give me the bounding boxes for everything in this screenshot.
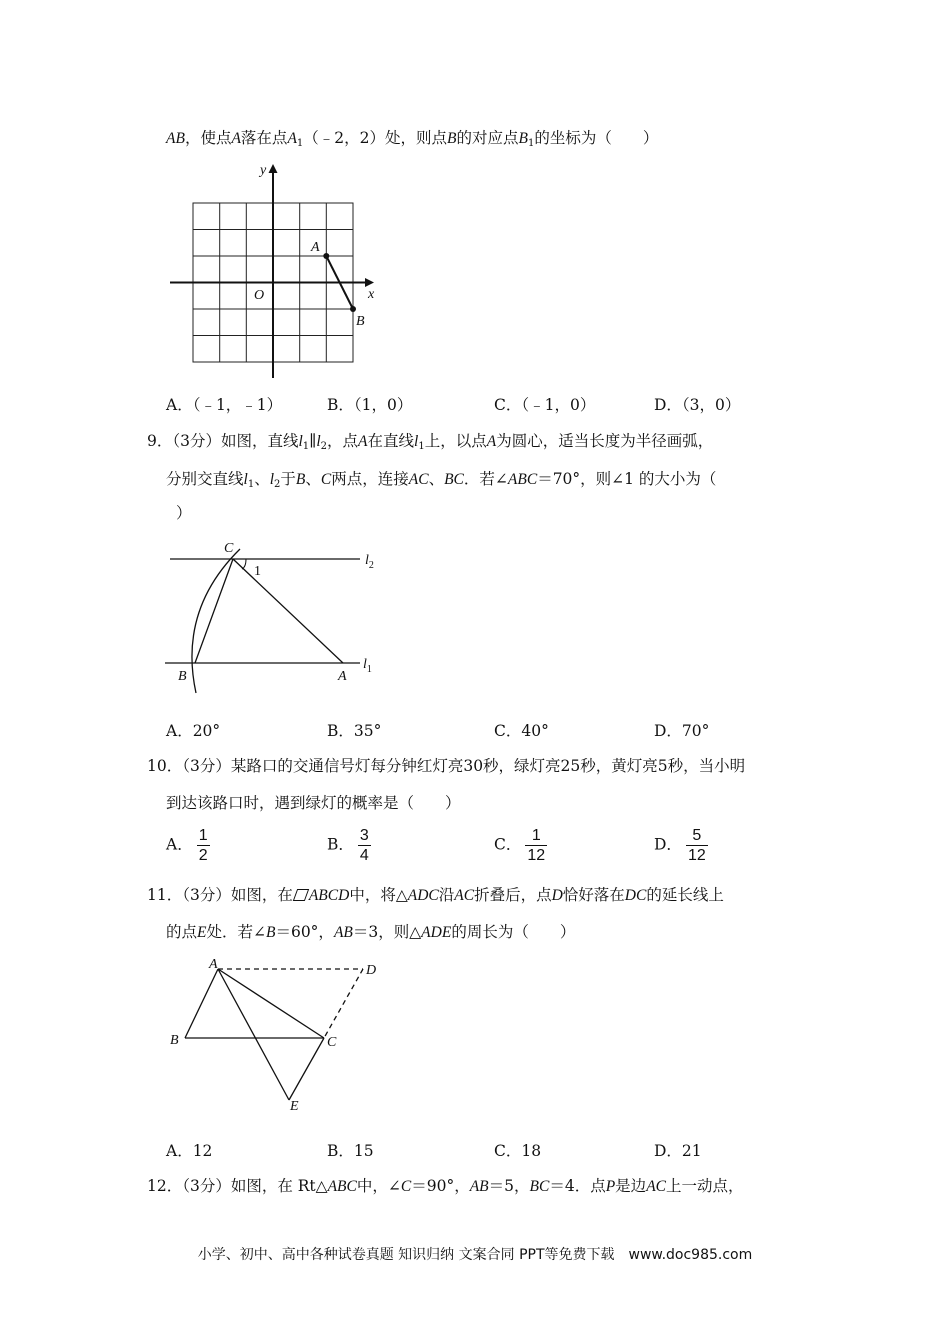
q11-text: 处．若∠	[206, 923, 266, 941]
q11-figure	[160, 955, 400, 1115]
y-axis-arrow-icon	[269, 164, 278, 173]
q9-text: 为圆心，适当长度为半径画弧，	[496, 432, 714, 450]
segment-ac	[233, 559, 343, 663]
q9-a: A	[486, 433, 497, 450]
q11-b: B	[265, 924, 276, 941]
numerator: 5	[686, 826, 708, 846]
option-label: C．	[494, 835, 522, 854]
q11-adc: ADC	[407, 887, 439, 904]
q8-a1: A	[287, 130, 297, 147]
q12-ab: AB	[469, 1178, 489, 1195]
segment-bc	[195, 559, 233, 663]
q8-option-b: B．（1，0）	[327, 396, 413, 414]
q8-text: 的对应点	[456, 129, 519, 147]
q9-option-a: A．20°	[166, 722, 221, 740]
q12-text: ＝4．点	[549, 1177, 606, 1195]
segment-dc	[324, 969, 363, 1038]
q12-ac: AC	[646, 1178, 666, 1195]
q12-text: ＝5，	[488, 1177, 530, 1195]
q9-parallel: ∥	[309, 432, 317, 450]
option-label: A．	[166, 835, 193, 854]
q9-stem-line-3: ）	[176, 504, 192, 522]
q9-l1: l	[298, 433, 303, 450]
label-b: B	[178, 669, 187, 684]
q9-text: 上，以点	[424, 432, 487, 450]
q9-text: ．若∠	[463, 470, 508, 488]
q8-b1: B	[518, 130, 528, 147]
q12-p: P	[605, 1178, 616, 1195]
q11-text: ＝3，则△	[352, 923, 422, 941]
label-d: D	[366, 963, 377, 978]
q8-text: 的坐标为（ ）	[534, 129, 659, 147]
segment-ce	[289, 1038, 324, 1100]
q10-option-b	[327, 826, 371, 865]
q9-sub: 1	[247, 479, 255, 490]
numerator: 1	[525, 826, 547, 846]
q11-text: 折叠后，点	[474, 886, 552, 904]
q9-text: ＝70°，则∠1 的大小为（	[537, 470, 717, 488]
q9-a: A	[358, 433, 368, 450]
q9-text: 在直线	[367, 432, 415, 450]
label-y: y	[260, 163, 267, 178]
option-label: D．	[654, 835, 682, 854]
label-c: C	[224, 541, 234, 556]
q9-ac: AC	[408, 471, 429, 488]
q11-stem-line-1	[147, 885, 724, 906]
label-a: A	[311, 240, 320, 255]
segment-ac	[218, 969, 324, 1038]
q11-stem-line-2	[166, 922, 575, 943]
q9-bc: BC	[444, 471, 464, 488]
fraction	[197, 826, 210, 865]
q9-l2: l	[269, 471, 275, 488]
q8-a: A	[231, 130, 241, 147]
q8-option-c: C．（﹣1，0）	[494, 396, 596, 414]
q9-c: C	[320, 471, 332, 488]
segment-ab	[185, 969, 218, 1038]
q11-option-c: C．18	[494, 1142, 542, 1160]
q8-stem-line	[166, 128, 658, 154]
arc	[192, 549, 240, 693]
q11-ade: ADE	[421, 924, 452, 941]
q11-ab: AB	[333, 924, 353, 941]
q12-c: C	[400, 1178, 412, 1195]
q11-abcd: ABCD	[308, 887, 350, 904]
label-e: E	[290, 1099, 299, 1114]
q12-bc: BC	[529, 1178, 550, 1195]
q8-option-d: D．（3，0）	[654, 396, 741, 414]
label-a: A	[338, 669, 347, 684]
fraction	[358, 826, 371, 865]
q9-b: B	[295, 471, 306, 488]
numerator: 3	[359, 827, 369, 844]
q11-option-b: B．15	[327, 1142, 374, 1160]
label-l2	[365, 553, 374, 571]
q8-b1-sub: 1	[527, 138, 535, 149]
q8-a1-sub: 1	[296, 138, 304, 149]
fraction	[525, 826, 547, 865]
q8-grid-figure	[160, 158, 380, 378]
q9-text: 分别交直线	[166, 470, 244, 488]
q9-l2: l	[316, 433, 321, 450]
q9-option-c: C．40°	[494, 722, 549, 740]
q9-text: ，点	[327, 432, 359, 450]
denominator: 2	[198, 847, 208, 864]
q9-sub: 2	[274, 479, 281, 490]
q12-text: 中，∠	[356, 1177, 401, 1195]
label-b: B	[170, 1033, 179, 1048]
q11-text: 恰好落在	[562, 886, 625, 904]
label-l2-text: l	[365, 553, 369, 568]
q11-option-a: A．12	[166, 1142, 213, 1160]
q9-text: 、	[305, 470, 321, 488]
q9-text: 、	[428, 470, 445, 488]
q11-text: ＝60°，	[275, 923, 334, 941]
q12-abc: ABC	[327, 1178, 357, 1195]
q12-stem-line-1	[147, 1176, 744, 1197]
q11-text: 沿	[438, 886, 455, 904]
q10-stem-line-2: 到达该路口时，遇到绿灯的概率是（ ）	[166, 794, 461, 812]
denominator: 12	[527, 847, 546, 864]
q11-text: 的点	[166, 923, 198, 941]
q9-l1: l	[243, 471, 248, 488]
q11-text: 11．（3分）如图，在	[147, 886, 293, 904]
q9-sub: 1	[418, 441, 425, 452]
q10-option-d	[654, 826, 708, 865]
q11-text: 的延长线上	[646, 886, 724, 904]
q9-option-d: D．70°	[654, 722, 710, 740]
q12-text: 12．（3分）如图，在 Rt△	[147, 1177, 328, 1195]
q11-text: 的周长为（ ）	[451, 923, 576, 941]
numerator: 1	[198, 827, 208, 844]
q9-text: 两点，连接	[331, 470, 409, 488]
q9-figure	[160, 535, 390, 695]
x-axis-arrow-icon	[365, 278, 374, 287]
q11-d: D	[551, 887, 563, 904]
q9-text: 、	[254, 470, 270, 488]
label-l1-sub: 1	[366, 664, 372, 675]
label-l2-sub: 2	[368, 560, 374, 571]
option-label: B．	[327, 835, 354, 854]
q8-option-a: A．（﹣1，﹣1）	[166, 396, 283, 414]
q10-stem-line-1: 10．（3分）某路口的交通信号灯每分钟红灯亮30秒，绿灯亮25秒，黄灯亮5秒，当小明	[147, 757, 746, 775]
q9-l1: l	[414, 433, 419, 450]
q9-stem-line-1	[147, 431, 713, 457]
q12-text: ＝90°，	[411, 1177, 470, 1195]
axes	[170, 168, 372, 378]
q11-option-d: D．21	[654, 1142, 702, 1160]
q11-ac: AC	[454, 887, 475, 904]
q8-b: B	[447, 130, 457, 147]
q8-text: 落在点	[240, 129, 288, 147]
label-l1-text: l	[363, 657, 367, 672]
q9-sub: 2	[320, 441, 328, 452]
page-footer: 小学、初中、高中各种试卷真题 知识归纳 文案合同 PPT等免费下载 www.doc985.com	[197, 1247, 753, 1263]
label-b: B	[356, 314, 365, 329]
parallelogram-icon	[293, 889, 309, 901]
q12-text: 是边	[615, 1177, 647, 1195]
label-x: x	[368, 287, 375, 302]
label-angle-1: 1	[254, 564, 261, 579]
point-b	[350, 306, 356, 312]
q10-option-a	[166, 826, 210, 865]
denominator: 12	[687, 847, 706, 864]
q9-stem-line-2	[166, 469, 716, 495]
q9-text: 于	[280, 470, 296, 488]
q8-ab: AB	[166, 130, 185, 147]
q8-text: ，使点	[184, 129, 232, 147]
q11-text: 中，将△	[349, 886, 408, 904]
label-o: O	[254, 288, 265, 303]
label-c: C	[327, 1035, 337, 1050]
label-a: A	[209, 957, 218, 972]
q10-option-c	[494, 826, 547, 865]
q8-text: （﹣2，2）处，则点	[303, 129, 448, 147]
q9-text: 9．（3分）如图，直线	[147, 432, 299, 450]
point-a	[323, 253, 329, 259]
q9-option-b: B．35°	[327, 722, 382, 740]
q9-sub: 1	[302, 441, 310, 452]
segment-ae	[218, 969, 289, 1100]
fraction	[686, 826, 708, 865]
q12-text: 上一动点，	[666, 1177, 744, 1195]
q9-abc: ABC	[507, 471, 538, 488]
denominator: 4	[359, 847, 369, 864]
q11-dc: DC	[624, 887, 647, 904]
label-l1	[363, 657, 372, 675]
q11-e: E	[197, 924, 207, 941]
